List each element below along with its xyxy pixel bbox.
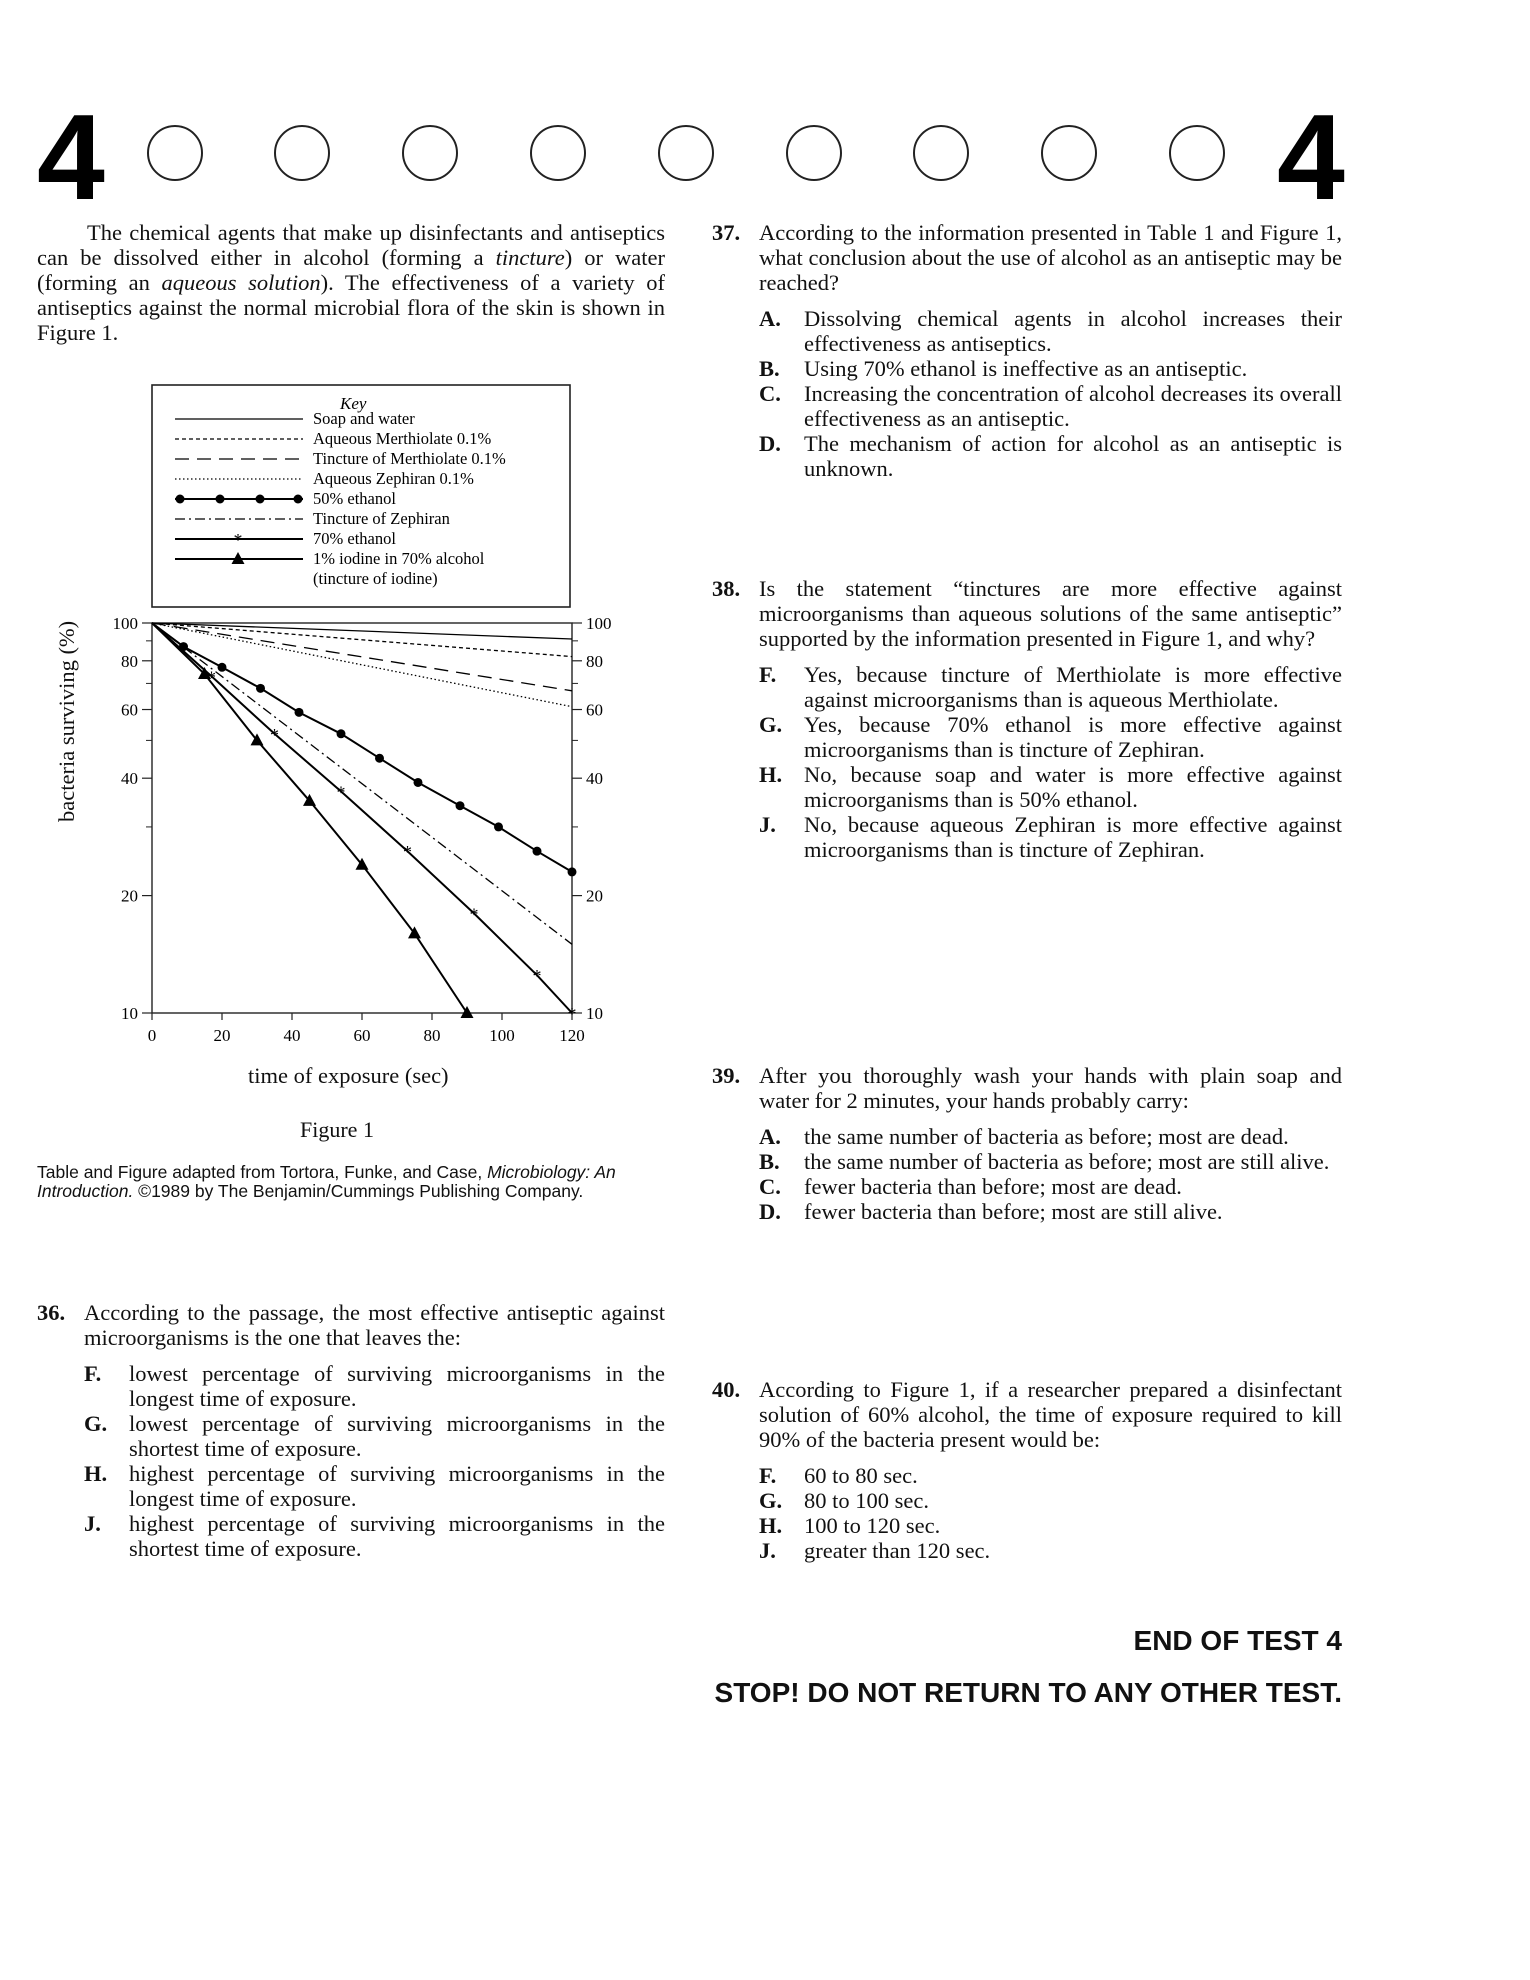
- option-text: lowest percentage of surviving microorganisms in the longest time of exposure.: [129, 1361, 665, 1411]
- question-stem: Is the statement “tinctures are more effective against microorganisms than aqueous solutions of the same antiseptic” supported by the information presented in Figure 1, and why?: [759, 576, 1342, 651]
- option-letter: D.: [759, 431, 781, 456]
- circle-marker: [256, 495, 265, 504]
- y-tick-label-left: 20: [121, 886, 138, 906]
- series-line: [152, 623, 572, 657]
- option-text: The mechanism of action for alcohol as an antiseptic is unknown.: [804, 431, 1342, 481]
- legend-label: 50% ethanol: [313, 489, 396, 508]
- x-tick-label: 0: [147, 1026, 157, 1045]
- x-axis-title: time of exposure (sec): [248, 1063, 449, 1088]
- y-tick-label-right: 10: [586, 1004, 603, 1023]
- x-tick-label: 20: [213, 1026, 231, 1045]
- x-tick-label: 80: [423, 1026, 441, 1045]
- question-number: 36.: [37, 1300, 66, 1325]
- answer-option[interactable]: [759, 1463, 1342, 1488]
- question-39: [712, 1063, 1342, 1224]
- answer-option[interactable]: [759, 356, 1342, 381]
- option-text: 60 to 80 sec.: [804, 1463, 918, 1488]
- option-letter: J.: [759, 812, 776, 837]
- y-tick-label-left: 100: [112, 614, 138, 633]
- x-tick-label: 120: [559, 1026, 585, 1045]
- end-of-test: END OF TEST 4: [1133, 1625, 1342, 1656]
- circle-marker: [294, 495, 303, 504]
- circle-marker: [337, 729, 346, 738]
- option-letter: B.: [759, 1149, 780, 1174]
- figure-credit: Table and Figure adapted from Tortora, Funke, and Case, Microbiology: An Introduction. ©1989 by The Benjamin/Cummings Publishing Company.: [37, 1162, 616, 1201]
- legend-title: Key: [340, 394, 367, 413]
- series-line: [152, 623, 467, 1013]
- answer-option[interactable]: [759, 712, 1342, 762]
- answer-option[interactable]: [84, 1411, 665, 1461]
- question-36: [37, 1300, 665, 1561]
- answer-option[interactable]: [759, 1513, 1342, 1538]
- question-stem: According to the information presented in Table 1 and Figure 1, what conclusion about the use of alcohol as an antiseptic may be reached?: [759, 220, 1342, 295]
- question-40: [712, 1377, 1342, 1563]
- option-letter: F.: [759, 1463, 777, 1488]
- answer-option[interactable]: [759, 1538, 1342, 1563]
- option-letter: F.: [84, 1361, 102, 1386]
- section-number-right: 4: [1277, 89, 1345, 225]
- option-letter: A.: [759, 1124, 781, 1149]
- circle-marker: [494, 822, 503, 831]
- legend-label: Aqueous Zephiran 0.1%: [313, 469, 474, 488]
- option-text: No, because aqueous Zephiran is more effective against microorganisms than is tincture of Zephiran.: [804, 812, 1342, 862]
- circle-marker: [256, 684, 265, 693]
- header-circle: [402, 125, 458, 181]
- header-circle: [1041, 125, 1097, 181]
- circle-marker: [414, 778, 423, 787]
- y-tick-label-right: 100: [586, 614, 612, 633]
- y-tick-label-right: 60: [586, 700, 603, 720]
- option-letter: H.: [759, 1513, 783, 1538]
- option-letter: C.: [759, 381, 781, 406]
- answer-option[interactable]: [84, 1511, 665, 1561]
- x-tick-label: 100: [489, 1026, 515, 1045]
- option-text: No, because soap and water is more effective against microorganisms than is 50% ethanol.: [804, 762, 1342, 812]
- option-letter: B.: [759, 356, 780, 381]
- answer-option[interactable]: [759, 1149, 1342, 1174]
- y-tick-label-right: 40: [586, 769, 603, 789]
- legend-label: Tincture of Zephiran: [313, 509, 450, 528]
- question-number: 38.: [712, 576, 741, 601]
- option-text: Using 70% ethanol is ineffective as an antiseptic.: [804, 356, 1248, 381]
- circle-marker: [456, 801, 465, 810]
- answer-option[interactable]: [759, 1199, 1342, 1224]
- answer-option[interactable]: [84, 1361, 665, 1411]
- legend-label: 70% ethanol: [313, 529, 396, 548]
- stop-notice: STOP! DO NOT RETURN TO ANY OTHER TEST.: [714, 1677, 1342, 1708]
- option-text: lowest percentage of surviving microorganisms in the shortest time of exposure.: [129, 1411, 665, 1461]
- question-38: [712, 576, 1342, 862]
- circle-marker: [176, 495, 185, 504]
- asterisk-marker: *: [567, 1004, 577, 1024]
- y-tick-label-right: 80: [586, 651, 603, 671]
- option-letter: G.: [759, 712, 783, 737]
- legend-label: 1% iodine in 70% alcohol: [313, 549, 485, 568]
- question-stem: After you thoroughly wash your hands with plain soap and water for 2 minutes, your hands probably carry:: [759, 1063, 1342, 1113]
- section-number-left: 4: [37, 89, 105, 225]
- circle-marker: [375, 754, 384, 763]
- y-tick-label-left: 60: [121, 700, 138, 720]
- legend-label: Soap and water: [313, 409, 415, 428]
- option-text: highest percentage of surviving microorganisms in the shortest time of exposure.: [129, 1511, 665, 1561]
- option-letter: J.: [759, 1538, 776, 1563]
- asterisk-marker: *: [403, 842, 412, 863]
- answer-option[interactable]: [759, 1174, 1342, 1199]
- asterisk-marker: *: [233, 530, 243, 550]
- legend-label: Tincture of Merthiolate 0.1%: [313, 449, 506, 468]
- figure-1-chart: [60, 380, 620, 1070]
- option-letter: H.: [759, 762, 783, 787]
- series-line: [152, 623, 572, 872]
- answer-option[interactable]: [759, 306, 1342, 356]
- header-circle: [274, 125, 330, 181]
- series-line: [152, 623, 572, 707]
- header-circle: [530, 125, 586, 181]
- option-text: the same number of bacteria as before; most are still alive.: [804, 1149, 1330, 1174]
- option-text: the same number of bacteria as before; most are dead.: [804, 1124, 1289, 1149]
- y-tick-label-right: 20: [586, 886, 603, 906]
- question-number: 37.: [712, 220, 741, 245]
- asterisk-marker: *: [207, 667, 216, 688]
- question-number: 39.: [712, 1063, 741, 1088]
- option-letter: C.: [759, 1174, 781, 1199]
- circle-marker: [216, 495, 225, 504]
- option-text: fewer bacteria than before; most are dead.: [804, 1174, 1182, 1199]
- option-text: Dissolving chemical agents in alcohol increases their effectiveness as antiseptics.: [804, 306, 1342, 356]
- legend-label: (tincture of iodine): [313, 569, 438, 588]
- answer-option[interactable]: [759, 1488, 1342, 1513]
- x-tick-label: 40: [283, 1026, 301, 1045]
- option-letter: D.: [759, 1199, 781, 1224]
- question-37: [712, 220, 1342, 481]
- answer-option[interactable]: [759, 762, 1342, 812]
- circle-marker: [533, 847, 542, 856]
- option-letter: J.: [84, 1511, 101, 1536]
- option-letter: H.: [84, 1461, 108, 1486]
- option-text: Yes, because tincture of Merthiolate is more effective against microorganisms than is aqueous Merthiolate.: [804, 662, 1342, 712]
- answer-option[interactable]: [759, 662, 1342, 712]
- question-number: 40.: [712, 1377, 741, 1402]
- circle-marker: [568, 867, 577, 876]
- option-text: Increasing the concentration of alcohol decreases its overall effectiveness as an antiseptic.: [804, 381, 1342, 431]
- asterisk-marker: *: [270, 724, 279, 745]
- y-tick-label-left: 80: [121, 651, 138, 671]
- header-circle: [658, 125, 714, 181]
- question-stem: According to the passage, the most effective antiseptic against microorganisms is the one that leaves the:: [84, 1300, 665, 1350]
- option-text: Yes, because 70% ethanol is more effective against microorganisms than is tincture of Zephiran.: [804, 712, 1342, 762]
- y-axis-title: bacteria surviving (%): [54, 620, 79, 822]
- y-tick-label-left: 40: [121, 769, 138, 789]
- y-tick-label-left: 10: [121, 1004, 138, 1023]
- option-text: 100 to 120 sec.: [804, 1513, 941, 1538]
- circle-marker: [295, 708, 304, 717]
- option-text: 80 to 100 sec.: [804, 1488, 929, 1513]
- circle-marker: [218, 663, 227, 672]
- question-stem: According to Figure 1, if a researcher prepared a disinfectant solution of 60% alcohol, the time of exposure required to kill 90% of the bacteria present would be:: [759, 1377, 1342, 1452]
- option-text: highest percentage of surviving microorganisms in the longest time of exposure.: [129, 1461, 665, 1511]
- header-circle: [786, 125, 842, 181]
- legend-label: Aqueous Merthiolate 0.1%: [313, 429, 492, 448]
- option-text: fewer bacteria than before; most are still alive.: [804, 1199, 1223, 1224]
- header-circle: [147, 125, 203, 181]
- series-line: [152, 623, 572, 639]
- answer-option[interactable]: [759, 381, 1342, 431]
- answer-option[interactable]: [759, 812, 1342, 862]
- option-letter: A.: [759, 306, 781, 331]
- asterisk-marker: *: [336, 782, 346, 803]
- option-letter: F.: [759, 662, 777, 687]
- option-text: greater than 120 sec.: [804, 1538, 991, 1563]
- asterisk-marker: *: [532, 966, 542, 987]
- answer-option[interactable]: [759, 1124, 1342, 1149]
- passage-text: The chemical agents that make up disinfectants and antiseptics can be dissolved either in alcohol (forming a tincture) or water (forming an aqueous solution). The effectiveness of a variety of antiseptics against the normal microbial flora of the skin is shown in Figure 1.: [37, 220, 666, 345]
- header-circle: [1169, 125, 1225, 181]
- option-letter: G.: [759, 1488, 783, 1513]
- x-tick-label: 60: [353, 1026, 371, 1045]
- figure-caption: Figure 1: [300, 1117, 374, 1142]
- option-letter: G.: [84, 1411, 108, 1436]
- header-circle: [913, 125, 969, 181]
- answer-option[interactable]: [84, 1461, 665, 1511]
- asterisk-marker: *: [469, 904, 479, 925]
- answer-option[interactable]: [759, 431, 1342, 481]
